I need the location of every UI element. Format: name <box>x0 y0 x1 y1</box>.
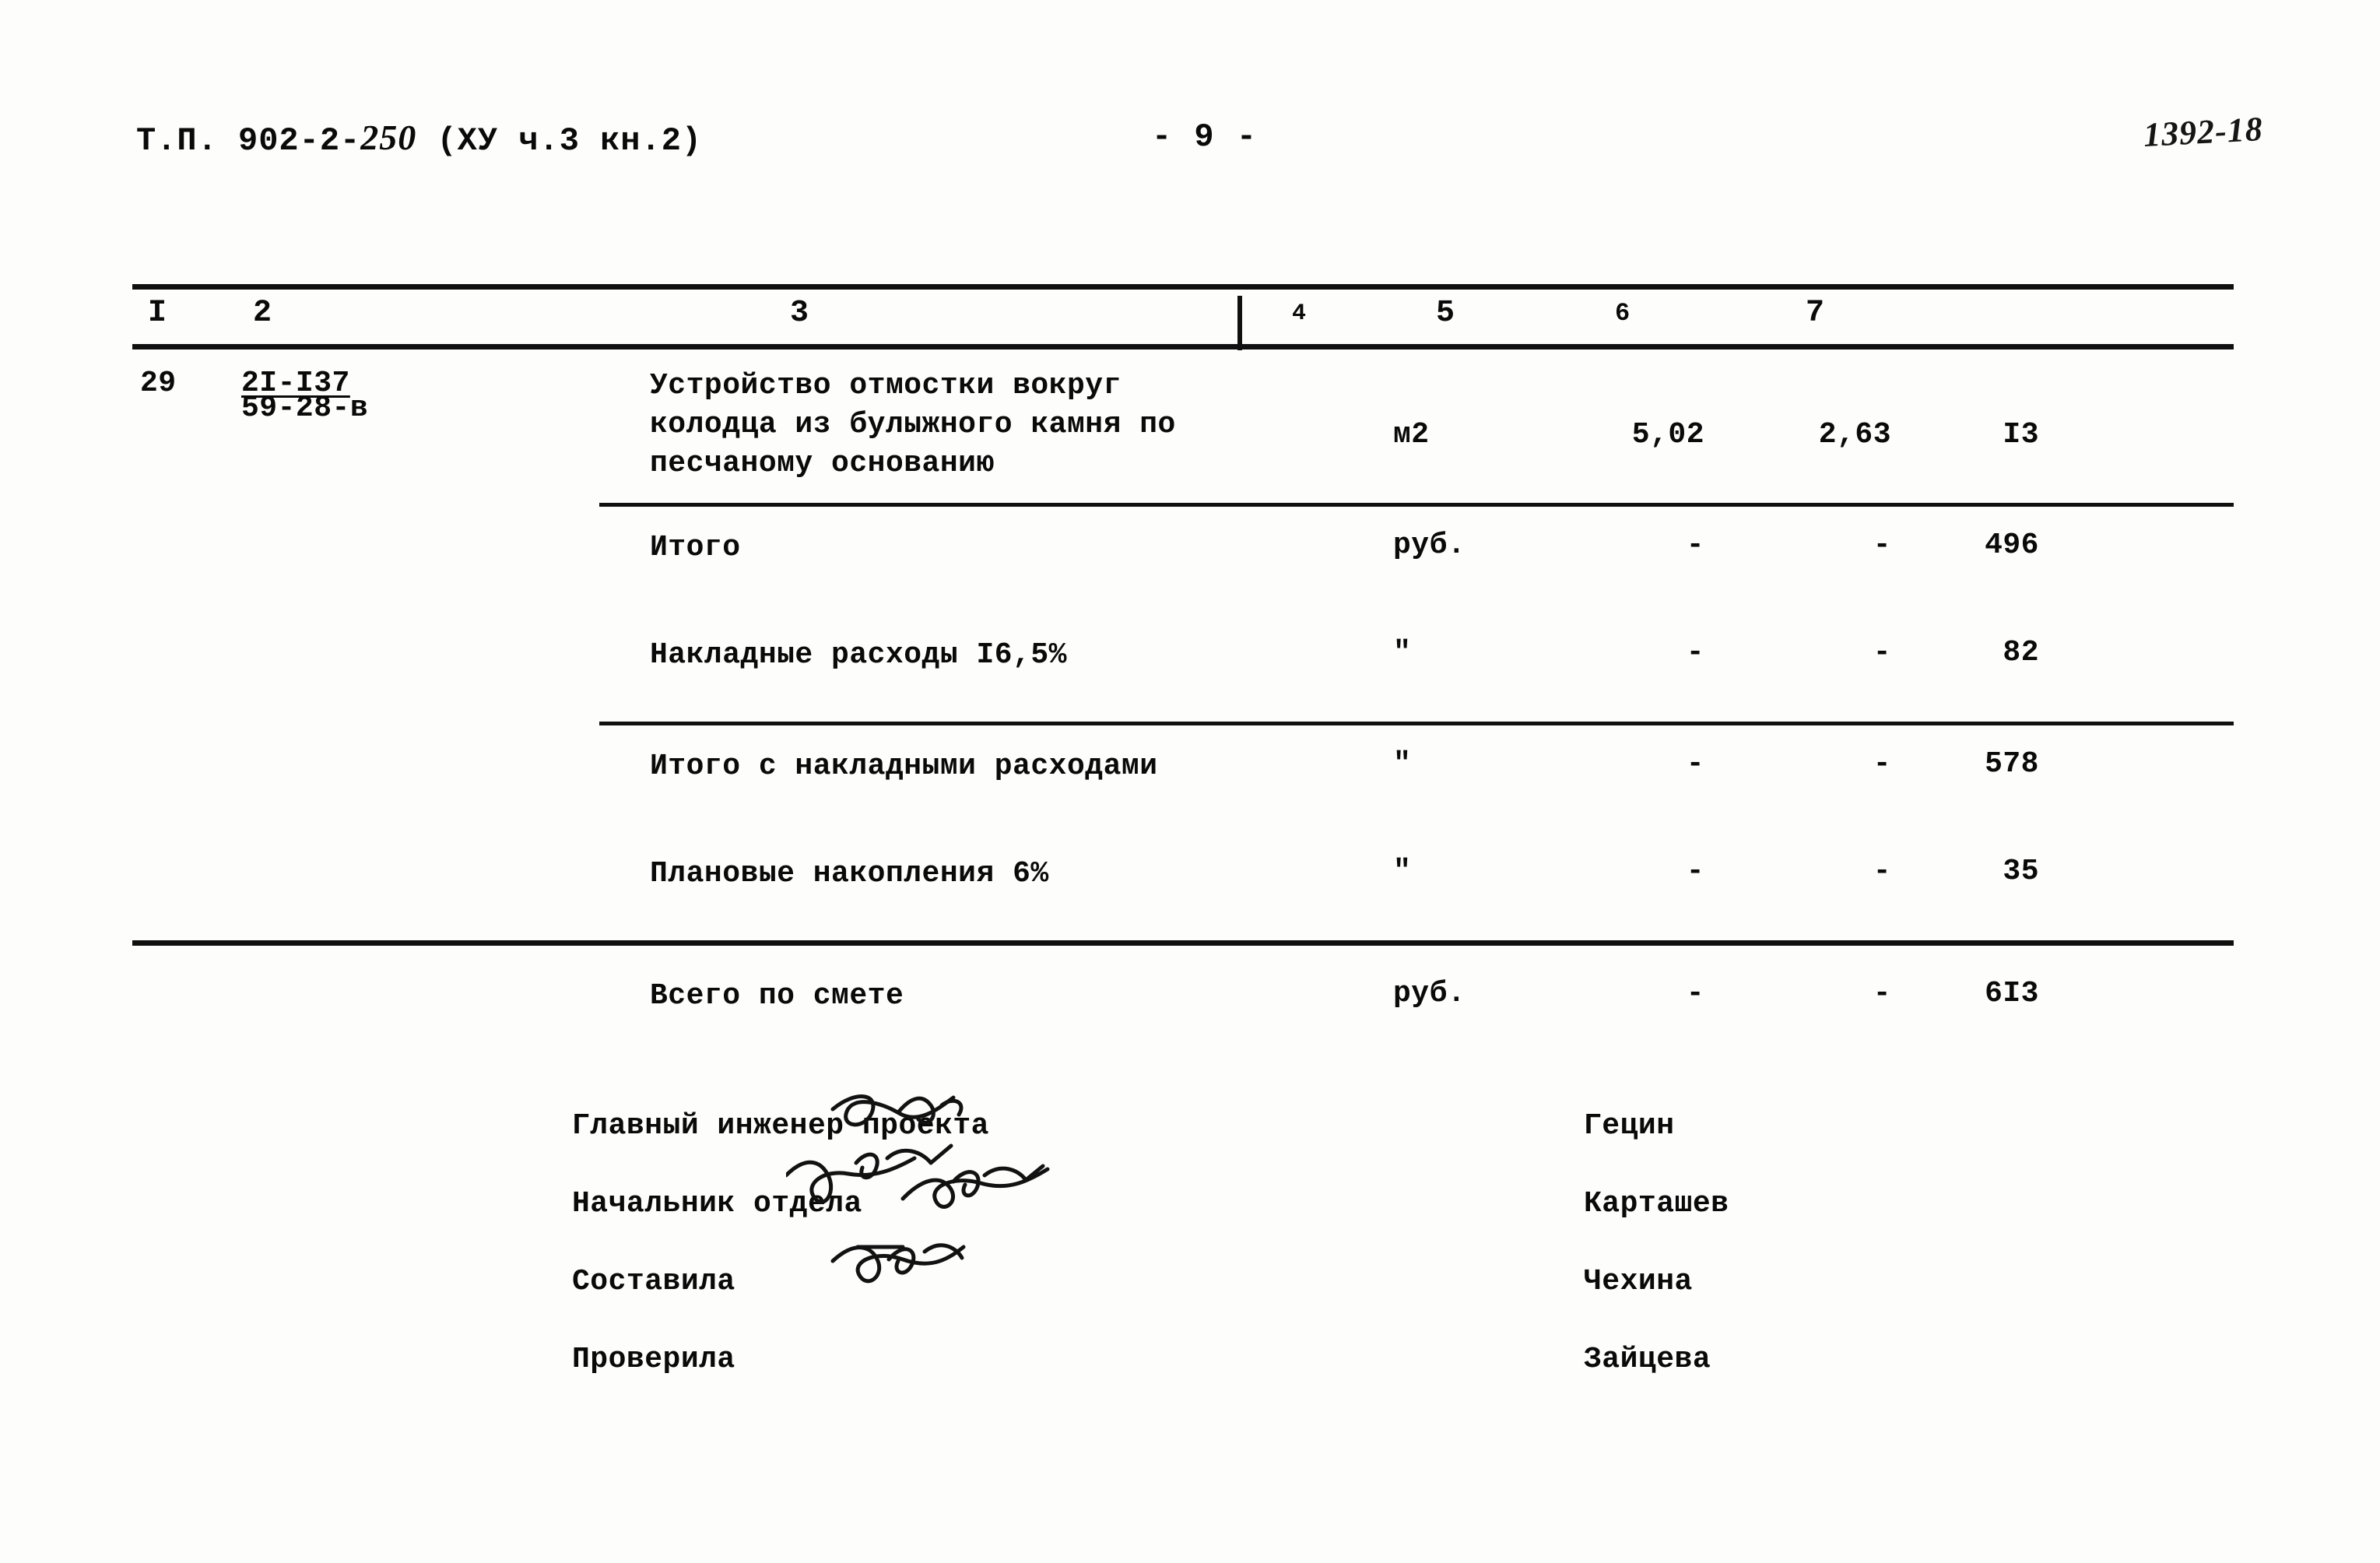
row-code-line2: 59-28-в <box>241 392 369 425</box>
row-value-6: - <box>1873 977 1891 1010</box>
row-value-5: - <box>1686 855 1704 888</box>
document-code-suffix: (ХУ ч.3 кн.2) <box>437 122 703 160</box>
signature-row <box>572 1265 2129 1343</box>
table-row <box>132 725 2234 833</box>
row-value-6: - <box>1873 855 1891 888</box>
row-value-7: 82 <box>2003 636 2039 669</box>
estimate-table <box>132 284 2234 1070</box>
document-code-handwritten: 250 <box>360 118 417 157</box>
signature-name: Карташев <box>1584 1187 1729 1221</box>
row-value-5: 5,02 <box>1631 418 1704 451</box>
signature-role: Составила <box>572 1265 735 1298</box>
signature-role: Проверила <box>572 1343 735 1376</box>
row-unit: руб. <box>1393 977 1466 1010</box>
row-unit: " <box>1393 855 1412 888</box>
row-value-6: - <box>1873 747 1891 781</box>
page-number: - 9 - <box>1152 118 1258 156</box>
row-value-7: I3 <box>2003 418 2039 451</box>
row-value-6: - <box>1873 636 1891 669</box>
signature-row <box>572 1343 2129 1421</box>
row-number: 29 <box>140 367 177 400</box>
row-value-5: - <box>1686 636 1704 669</box>
row-value-7: 35 <box>2003 855 2039 888</box>
column-header-7: 7 <box>1806 296 1825 331</box>
column-divider <box>1237 296 1242 350</box>
row-value-5: - <box>1686 747 1704 781</box>
row-description: Всего по смете <box>650 979 904 1013</box>
table-row <box>132 507 2234 614</box>
signature-block <box>572 1109 2129 1421</box>
row-value-6: - <box>1873 529 1891 562</box>
column-header-1: I <box>148 296 167 331</box>
row-value-5: - <box>1686 529 1704 562</box>
signature-name: Гецин <box>1584 1109 1675 1143</box>
table-row <box>132 946 2234 1070</box>
row-description: Накладные расходы I6,5% <box>650 638 1067 672</box>
row-unit: " <box>1393 636 1412 669</box>
signature-row <box>572 1109 2129 1187</box>
signature-role: Главный инженер проекта <box>572 1109 989 1143</box>
stamp-number: 1392-18 <box>2143 110 2265 154</box>
table-header-rule <box>132 344 2234 349</box>
table-top-rule <box>132 284 2234 290</box>
signature-name: Чехина <box>1584 1265 1693 1298</box>
row-value-7: 496 <box>1985 529 2039 562</box>
column-header-4: 4 <box>1292 300 1307 327</box>
column-header-3: 3 <box>790 296 809 331</box>
row-code-line1: 2I-I37 <box>241 367 350 400</box>
column-header-6: 6 <box>1615 299 1631 328</box>
signature-name: Зайцева <box>1584 1343 1711 1376</box>
row-value-5: - <box>1686 977 1704 1010</box>
table-row <box>132 614 2234 722</box>
row-unit: руб. <box>1393 529 1466 562</box>
table-column-headers <box>132 290 2234 344</box>
row-value-7: 6I3 <box>1985 977 2039 1010</box>
row-value-7: 578 <box>1985 747 2039 781</box>
signature-row <box>572 1187 2129 1265</box>
table-row <box>132 833 2234 940</box>
table-row <box>132 349 2234 503</box>
document-header <box>0 110 2380 171</box>
document-code <box>136 117 702 160</box>
column-header-5: 5 <box>1436 296 1455 331</box>
row-description: Итого <box>650 531 741 564</box>
row-description: Устройство отмостки вокруг колодца из булыжного камня по песчаному основанию <box>650 369 1176 481</box>
row-description: Плановые накопления 6% <box>650 857 1049 890</box>
row-unit: м2 <box>1393 418 1430 451</box>
row-description: Итого с накладными расходами <box>650 750 1158 783</box>
row-unit: " <box>1393 747 1412 781</box>
table-bottom-rule <box>132 940 2234 946</box>
column-header-2: 2 <box>253 296 272 331</box>
row-value-6: 2,63 <box>1818 418 1891 451</box>
document-code-prefix: Т.П. 902-2- <box>136 122 361 160</box>
signature-role: Начальник отдела <box>572 1187 862 1221</box>
